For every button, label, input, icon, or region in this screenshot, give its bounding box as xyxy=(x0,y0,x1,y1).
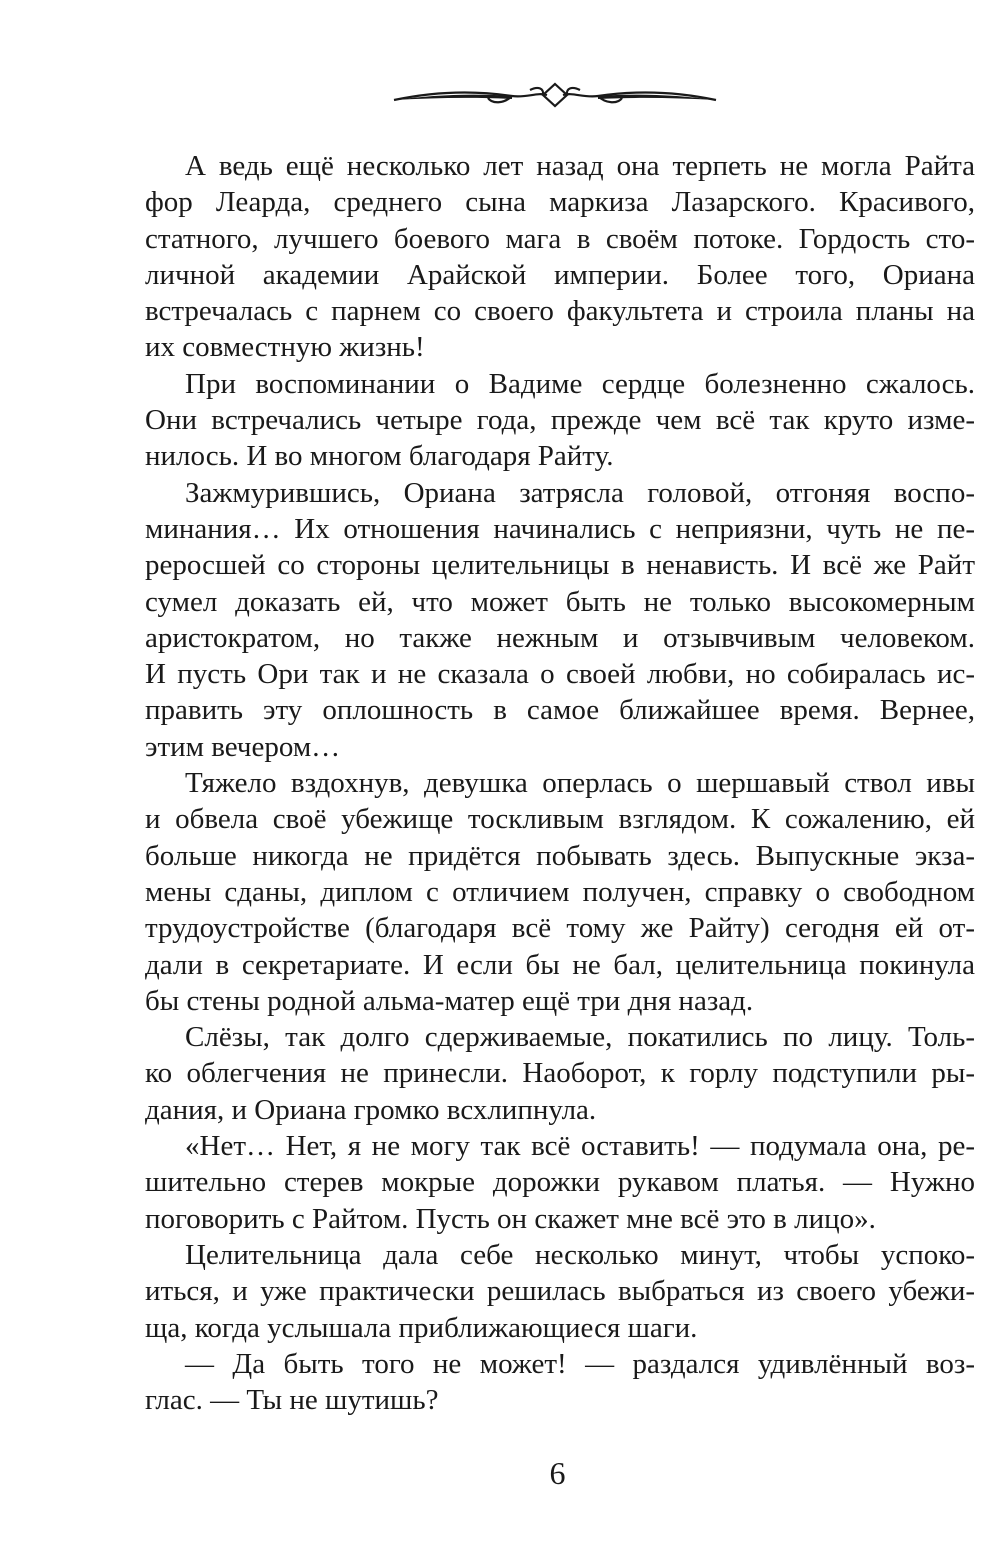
ornament-divider-icon xyxy=(392,78,718,112)
text-line: Слёзы, так долго сдерживаемые, покатились по лицу. Толь- xyxy=(185,1021,975,1054)
text-line: «Нет… Нет, я не могу так всё оставить! — подумала она, ре- xyxy=(185,1130,975,1163)
text-line: аристократом, но также нежным и отзывчивым человеком. xyxy=(145,621,975,654)
paragraph xyxy=(145,148,975,366)
text-line: этим вечером… xyxy=(145,730,341,763)
text-line: Тяжело вздохнув, девушка оперлась о шершавый ствол ивы xyxy=(185,767,975,800)
text-line: иться, и уже практически решилась выбраться из своего убежи- xyxy=(145,1275,975,1308)
text-line: их совместную жизнь! xyxy=(145,331,425,364)
text-line: фор Леарда, среднего сына маркиза Лазарского. Красивого, xyxy=(145,186,975,219)
text-line: больше никогда не придётся побывать здесь. Выпускные экза- xyxy=(145,839,975,872)
text-line: реросшей со стороны целительницы в ненависть. И всё же Райт xyxy=(145,549,975,582)
text-line: И пусть Ори так и не сказала о своей любви, но собиралась ис- xyxy=(145,658,975,691)
text-line: трудоустройстве (благодаря всё тому же Райту) сегодня ей от- xyxy=(145,912,975,945)
text-line: А ведь ещё несколько лет назад она терпеть не могла Райта xyxy=(185,150,975,182)
body-text xyxy=(145,148,975,1418)
paragraph xyxy=(145,475,975,765)
text-line: ща, когда услышала приближающиеся шаги. xyxy=(145,1311,698,1344)
text-line: При воспоминании о Вадиме сердце болезненно сжалось. xyxy=(185,367,975,400)
paragraph xyxy=(145,366,975,475)
text-line: личной академии Арайской империи. Более того, Ориана xyxy=(145,258,975,291)
paragraph xyxy=(145,1019,975,1128)
paragraph xyxy=(145,1237,975,1346)
text-line: глас. — Ты не шутишь? xyxy=(145,1384,439,1417)
text-line: дали в секретариате. И если бы не бал, целительница покинула xyxy=(145,948,975,981)
text-line: поговорить с Райтом. Пусть он скажет мне всё это в лицо». xyxy=(145,1202,876,1235)
text-line: править эту оплошность в самое ближайшее время. Вернее, xyxy=(145,694,975,727)
text-line: дания, и Ориана громко всхлипнула. xyxy=(145,1093,597,1126)
text-line: нилось. И во многом благодаря Райту. xyxy=(145,440,614,473)
paragraph xyxy=(145,1128,975,1237)
text-line: встречалась с парнем со своего факультета и строила планы на xyxy=(145,295,975,328)
text-line: минания… Их отношения начинались с неприязни, чуть не пе- xyxy=(145,512,975,545)
paragraph xyxy=(145,1346,975,1419)
text-line: статного, лучшего боевого мага в своём потоке. Гордость сто- xyxy=(145,222,975,255)
text-line: — Да быть того не может! — раздался удивлённый воз- xyxy=(185,1347,975,1380)
text-line: Они встречались четыре года, прежде чем всё так круто изме- xyxy=(145,404,975,437)
text-line: мены сданы, диплом с отличием получен, справку о свободном xyxy=(145,875,975,908)
text-line: ко облегчения не принесли. Наоборот, к горлу подступили ры- xyxy=(145,1057,975,1090)
text-line: шительно стерев мокрые дорожки рукавом платья. — Нужно xyxy=(145,1166,975,1199)
paragraph xyxy=(145,765,975,1019)
page-number: 6 xyxy=(549,1455,566,1491)
text-line: и обвела своё убежище тоскливым взглядом. К сожалению, ей xyxy=(145,803,975,836)
text-line: Целительница дала себе несколько минут, чтобы успоко- xyxy=(185,1238,975,1271)
text-line: бы стены родной альма-матер ещё три дня назад. xyxy=(145,984,754,1017)
text-line: Зажмурившись, Ориана затрясла головой, отгоняя воспо- xyxy=(185,476,975,509)
text-line: сумел доказать ей, что может быть не только высокомерным xyxy=(145,585,975,618)
